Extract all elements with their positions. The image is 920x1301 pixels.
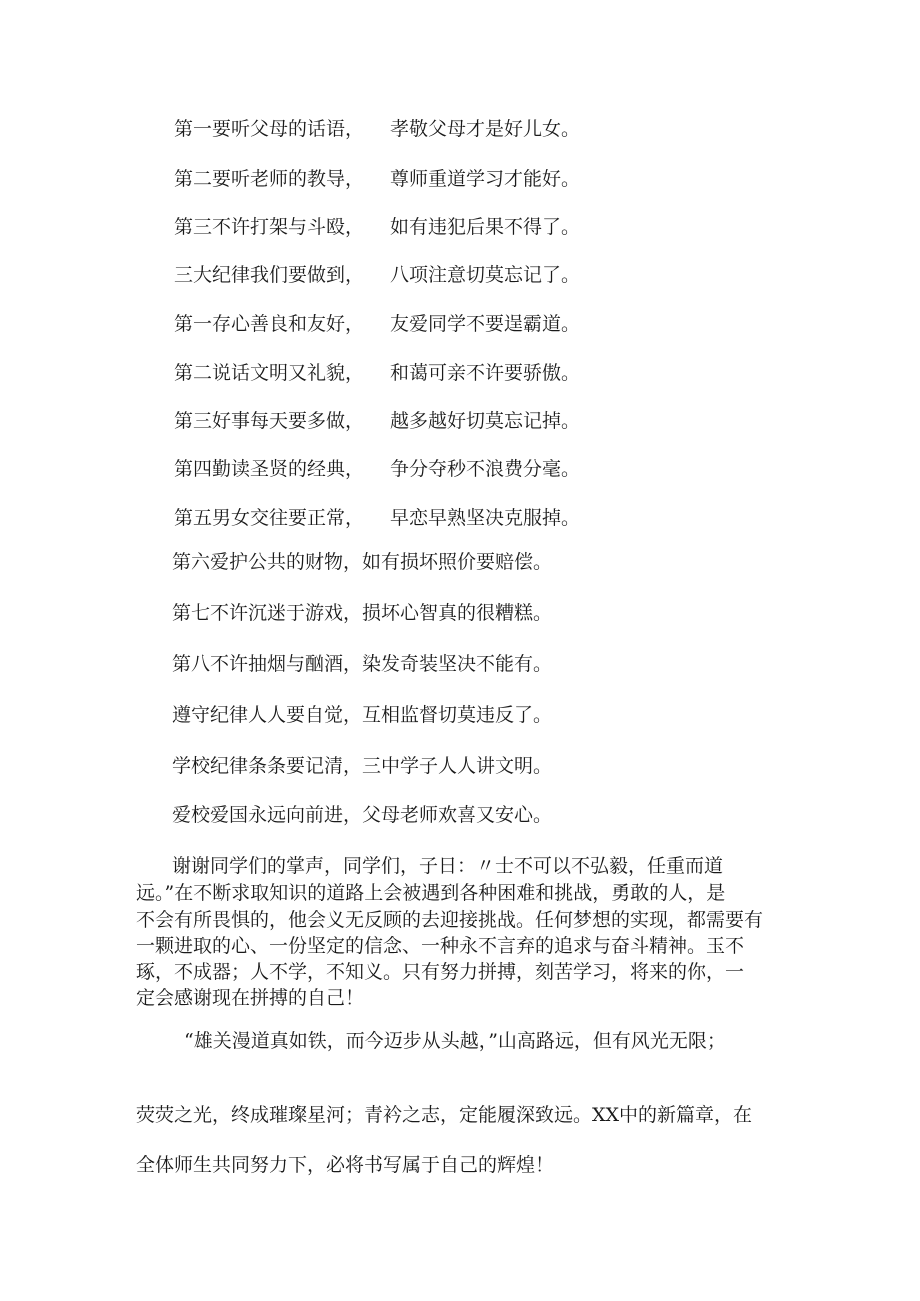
paragraph-line: 一颗进取的心、一份坚定的信念、一种永不言弃的追求与奋斗精神。玉不 — [136, 935, 745, 957]
paragraph-line: 琢，不成器；人不学，不知义。只有努力拼搏，刻苦学习，将来的你，一 — [136, 961, 745, 983]
verse-left: 第一存心善良和友好， — [174, 313, 365, 335]
verse-left: 第三好事每天要多做， — [174, 410, 365, 432]
verse-right: 八项注意切莫忘记了。 — [390, 264, 581, 286]
verse-line: 第八不许抽烟与酗酒，染发奇装坚决不能有。 — [172, 653, 553, 675]
verse-line: 遵守纪律人人要自觉，互相监督切莫违反了。 — [172, 704, 553, 726]
verse-left: 第二说话文明又礼貌， — [174, 362, 365, 384]
paragraph-line: 全体师生共同努力下，必将书写属于自己的辉煌！ — [136, 1154, 555, 1176]
verse-line: 学校纪律条条要记清，三中学子人人讲文明。 — [172, 755, 553, 777]
verse-line: 第七不许沉迷于游戏，损坏心智真的很糟糕。 — [172, 602, 553, 624]
verse-line: 爱校爱国永远向前进，父母老师欢喜又安心。 — [172, 804, 553, 826]
verse-right: 孝敬父母才是好儿女。 — [390, 118, 581, 140]
verse-left: 第二要听老师的教导， — [174, 168, 365, 190]
paragraph-line: 荧荧之光，终成璀璨星河；青衿之志，定能履深致远。XX中的新篇章，在 — [136, 1104, 753, 1126]
verse-right: 如有违犯后果不得了。 — [390, 216, 581, 238]
paragraph-line: 不会有所畏惧的，他会义无反顾的去迎接挑战。任何梦想的实现，都需要有 — [136, 909, 764, 931]
verse-right: 和蔼可亲不许要骄傲。 — [390, 362, 581, 384]
verse-left: 第四勤读圣贤的经典， — [174, 458, 365, 480]
verse-left: 三大纪律我们要做到， — [174, 264, 365, 286]
verse-left: 第五男女交往要正常， — [174, 507, 365, 529]
verse-right: 友爱同学不要逞霸道。 — [390, 313, 581, 335]
verse-left: 第三不许打架与斗殴， — [174, 216, 365, 238]
verse-line: 第六爱护公共的财物，如有损坏照价要赔偿。 — [172, 551, 553, 573]
quote-line: “雄关漫道真如铁，而今迈步从头越，”山高路远，但有风光无限； — [184, 1030, 726, 1052]
paragraph-line: 谢谢同学们的掌声，同学们，子日：〃士不可以不弘毅，任重而道 — [172, 855, 724, 877]
verse-right: 越多越好切莫忘记掉。 — [390, 410, 581, 432]
verse-left: 第一要听父母的话语， — [174, 118, 365, 140]
paragraph-line: 远。”在不断求取知识的道路上会被遇到各种困难和挑战，勇敢的人，是 — [136, 882, 726, 904]
verse-right: 争分夺秒不浪费分毫。 — [390, 458, 581, 480]
verse-right: 早恋早熟坚决克服掉。 — [390, 507, 581, 529]
verse-right: 尊师重道学习才能好。 — [390, 168, 581, 190]
paragraph-line: 定会感谢现在拼搏的自己！ — [136, 987, 365, 1009]
